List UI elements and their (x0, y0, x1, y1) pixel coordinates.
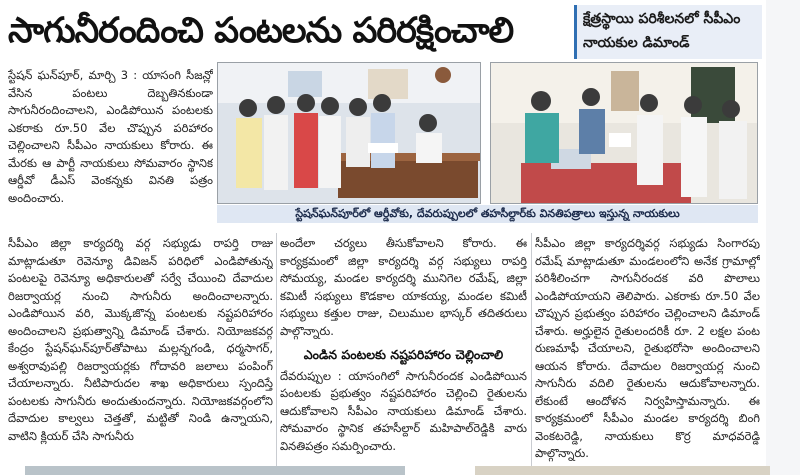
photo-illustration (491, 63, 758, 204)
article-column-3 (535, 235, 760, 467)
next-article-photo-edge (475, 466, 770, 475)
news-photo-tahsildar-office (490, 62, 758, 204)
section-subheading: ఎండిన పంటలకు నష్టపరిహారం చెల్లించాలి (303, 347, 504, 362)
headline: సాగునీరందించి పంటలను పరిరక్షించాలి (8, 11, 514, 51)
photo-caption: స్టేషన్‌ఘన్‌పూర్‌లో ఆర్డీవోకు, దేవరుప్పులలో తహసీల్దార్‌కు వినతిపత్రాలు ఇస్తున్న నాయకులు (217, 205, 758, 223)
article-paragraph: అందేలా చర్యలు తీసుకోవాలని కోరారు. ఈ కార్యక్రమంలో జిల్లా కార్యదర్శి వర్గ సభ్యులు రాపర్తి సోమయ్య, మండల కార్యదర్శి మునిగెల రమేష్, జిల్లా కమిటీ సభ్యులు కొడకాల యాకయ్య, మండల కమిటీ సభ్యులు కత్తుల రాజు, చిలుముల భాస్కర్ తదితరులు పాల్గొన్నారు. (280, 236, 527, 338)
news-photo-rdo-office (217, 62, 481, 204)
article-column-1-bottom (8, 235, 273, 467)
column-divider (531, 233, 532, 467)
article-paragraph: సీపీఎం జిల్లా కార్యదర్శివర్గ సభ్యుడు సింగారపు రమేష్ మాట్లాడుతూ మండలంలోని అనేక గ్రామాల్లో పరిశీలించగా సాగునీరందక వరి పొలాలు ఎండిపోయాయని తెలిపారు. ఎకరాకు రూ.50 వేల చొప్పున ప్రభుత్వం పరిహారం చెల్లించాలని డిమాండ్ చేశారు. అర్హులైన రైతులందరికీ రూ. 2 లక్షల పంట రుణమాఫీ చేయాలని, రైతుభరోసా అందించాలని ఆయన కోరారు. దేవాదుల రిజర్వాయర్ల నుంచి సాగునీరు వదిలి రైతులను ఆదుకోవాలన్నారు. లేకుంటే ఆందోళన నిర్వహిస్తామన్నారు. ఈ కార్యక్రమంలో సీపీఎం మండల కార్యదర్శి బింగి వెంకటరెడ్డి, నాయకులు కొర్ర మాధవరెడ్డి పాల్గొన్నారు. (535, 236, 760, 460)
column-divider (276, 233, 277, 467)
page-margin (766, 0, 800, 475)
article-column-2 (280, 235, 527, 467)
subhead-line-1: క్షేత్రస్థాయి పరిశీలనలో సీపీఎం (583, 11, 741, 27)
article-column-1-top (8, 67, 213, 215)
article-paragraph: దేవరుప్పుల : యాసంగిలో సాగునీరందక ఎండిపోయిన పంటలకు ప్రభుత్వం నష్టపరిహారం చెల్లించి రైతులను ఆదుకోవాలని సీపీఎం నాయకులు డిమాండ్ చేశారు. సోమవారం స్థానిక తహసీల్దార్ మహిపాల్‌రెడ్డికి వారు వినతిపత్రం సమర్పించారు. (280, 368, 527, 453)
article-paragraph: సీపీఎం జిల్లా కార్యదర్శి వర్గ సభ్యుడు రాపర్తి రాజు మాట్లాడుతూ రెవెన్యూ డివిజన్ పరిధిలో ఎండిపోతున్న పంటలపై రెవెన్యూ అధికారులతో సర్వే చేయించి దేవాదుల రిజర్వాయర్ల నుంచి సాగునీరు అందించాలన్నారు. ఎండిపోయిన వరి, మొక్కజొన్న పంటలకు నష్టపరిహారం అందించాలని ప్రభుత్వాన్ని డిమాండ్ చేశారు. నియోజకవర్గ కేంద్రం స్టేషన్‌ఘన్‌పూర్‌తోపాటు మల్లన్నగండి, ధర్మసాగర్, అశ్వరావుపల్లి రిజర్వాయర్లకు గోదావరి జలాలు పంపింగ్ చేయాలన్నారు. నీటిపారుదల శాఖ అధికారులు స్పందిస్తే పంటలకు సాగునీరు అందుతుందన్నారు. నియోజకవర్గంలోని దేవాదుల కాల్వలు చెత్తతో, మట్టితో నిండి ఉన్నాయని, వాటిని క్లియర్ చేసి సాగునీరు (8, 236, 273, 443)
photo-illustration (218, 63, 481, 204)
subhead-box (574, 5, 762, 59)
subhead-line-2: నాయకుల డిమాండ్ (583, 35, 690, 51)
next-article-photo-edge (25, 466, 405, 475)
article-paragraph: స్టేషన్ ఘన్‌పూర్, మార్చి 3 : యాసంగి సీజన్లో వేసిన పంటలు దెబ్బతినకుండా సాగునీరందించాలని, ఎండిపోయిన పంటలకు ఎకరాకు రూ.50 వేల చొప్పున పరిహారం చెల్లించాలని సీపీఎం నాయకులు కోరారు. ఈ మేరకు ఆ పార్టీ నాయకులు సోమవారం స్థానిక ఆర్డీవో డీఎస్ వెంకన్నకు వినతి పత్రం అందించారు. (8, 68, 213, 205)
